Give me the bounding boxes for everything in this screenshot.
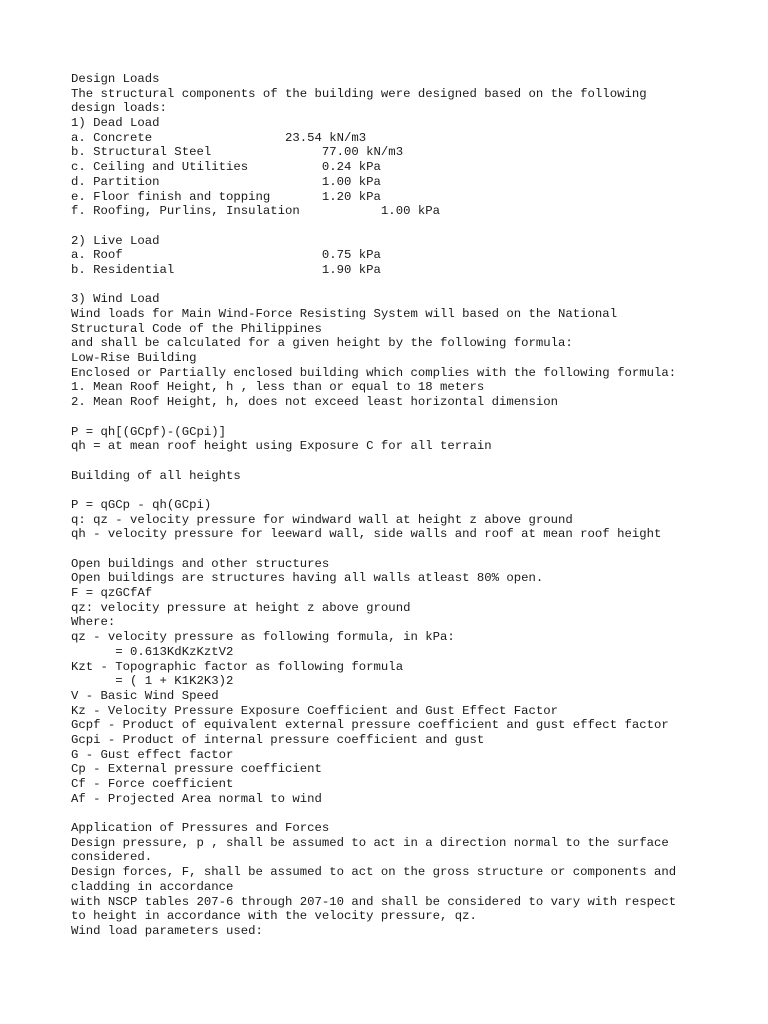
text-line: b. Structural Steel 77.00 kN/m3 xyxy=(71,145,404,160)
text-line: Low-Rise Building xyxy=(71,351,197,366)
text-line: b. Residential 1.90 kPa xyxy=(71,262,381,277)
blank-line xyxy=(71,410,711,425)
text-line: = 0.613KdKzKztV2 xyxy=(71,644,234,659)
blank-line xyxy=(71,483,711,498)
text-line: The structural components of the building were designed based on the following xyxy=(71,86,647,101)
text-line: Open buildings and other structures xyxy=(71,556,330,571)
text-line: Wind loads for Main Wind-Force Resisting System will based on the National xyxy=(71,307,618,321)
text-line: Design forces, F, shall be assumed to act on the gross structure or components and xyxy=(71,865,677,880)
text-line: Cp - External pressure coefficient xyxy=(71,762,322,777)
text-line: q: qz - velocity pressure for windward wall at height z above ground xyxy=(71,512,573,527)
text-line: Structural Code of the Philippines xyxy=(71,321,322,336)
text-line: a. Roof 0.75 kPa xyxy=(71,248,381,263)
blank-line xyxy=(71,542,711,557)
text-line: Kzt - Topographic factor as following formula xyxy=(71,659,404,674)
text-line: 1. Mean Roof Height, h , less than or equal to 18 meters xyxy=(71,380,485,395)
text-line: P = qh[(GCpf)-(GCpi)] xyxy=(71,424,226,439)
text-line: Building of all heights xyxy=(71,468,241,483)
text-line: c. Ceiling and Utilities 0.24 kPa xyxy=(71,160,381,175)
text-line: F = qzGCfAf xyxy=(71,586,153,601)
text-line: d. Partition 1.00 kPa xyxy=(71,174,381,189)
text-line: = ( 1 + K1K2K3)2 xyxy=(71,674,234,689)
text-line: Enclosed or Partially enclosed building which complies with the following formula: xyxy=(71,365,677,380)
text-line: design loads: xyxy=(71,101,167,116)
text-line: Design pressure, p , shall be assumed to act in a direction normal to the surface xyxy=(71,835,669,850)
text-line: V - Basic Wind Speed xyxy=(71,688,219,703)
text-line: Kz - Velocity Pressure Exposure Coefficient and Gust Effect Factor xyxy=(71,703,559,718)
text-line: and shall be calculated for a given height by the following formula: xyxy=(71,336,573,351)
text-line: Open buildings are structures having all walls atleast 80% open. xyxy=(71,571,544,586)
blank-line xyxy=(71,278,711,293)
text-line: P = qGCp - qh(GCpi) xyxy=(71,497,212,512)
text-line: qh - velocity pressure for leeward wall, side walls and roof at mean roof height xyxy=(71,527,662,542)
text-line: 1) Dead Load xyxy=(71,116,160,131)
text-line: Gcpi - Product of internal pressure coefficient and gust xyxy=(71,732,485,747)
text-line: 2. Mean Roof Height, h, does not exceed least horizontal dimension xyxy=(71,395,559,410)
text-line: e. Floor finish and topping 1.20 kPa xyxy=(71,189,381,204)
text-line: cladding in accordance xyxy=(71,879,234,894)
text-line: Design Loads xyxy=(71,72,160,86)
text-line: Wind load parameters used: xyxy=(71,923,263,938)
text-line: with NSCP tables 207-6 through 207-10 and shall be considered to vary with respect xyxy=(71,894,677,909)
text-line: a. Concrete 23.54 kN/m3 xyxy=(71,130,367,145)
text-line: Gcpf - Product of equivalent external pressure coefficient and gust effect factor xyxy=(71,718,669,733)
blank-line xyxy=(71,454,711,469)
text-line: Af - Projected Area normal to wind xyxy=(71,791,322,806)
blank-line xyxy=(71,806,711,821)
text-line: Cf - Force coefficient xyxy=(71,777,234,791)
text-line: considered. xyxy=(71,850,153,865)
text-line: G - Gust effect factor xyxy=(71,747,234,762)
text-line: to height in accordance with the velocity pressure, qz. xyxy=(71,909,477,924)
text-line: 3) Wind Load xyxy=(71,292,160,307)
document-body xyxy=(71,72,711,939)
text-line: qz - velocity pressure as following formula, in kPa: xyxy=(71,630,455,645)
text-line: qh = at mean roof height using Exposure C for all terrain xyxy=(71,439,492,454)
blank-line xyxy=(71,219,711,234)
text-line: qz: velocity pressure at height z above ground xyxy=(71,600,411,615)
text-line: f. Roofing, Purlins, Insulation 1.00 kPa xyxy=(71,204,440,219)
text-line: 2) Live Load xyxy=(71,233,160,248)
text-line: Where: xyxy=(71,615,116,630)
text-line: Application of Pressures and Forces xyxy=(71,821,330,836)
